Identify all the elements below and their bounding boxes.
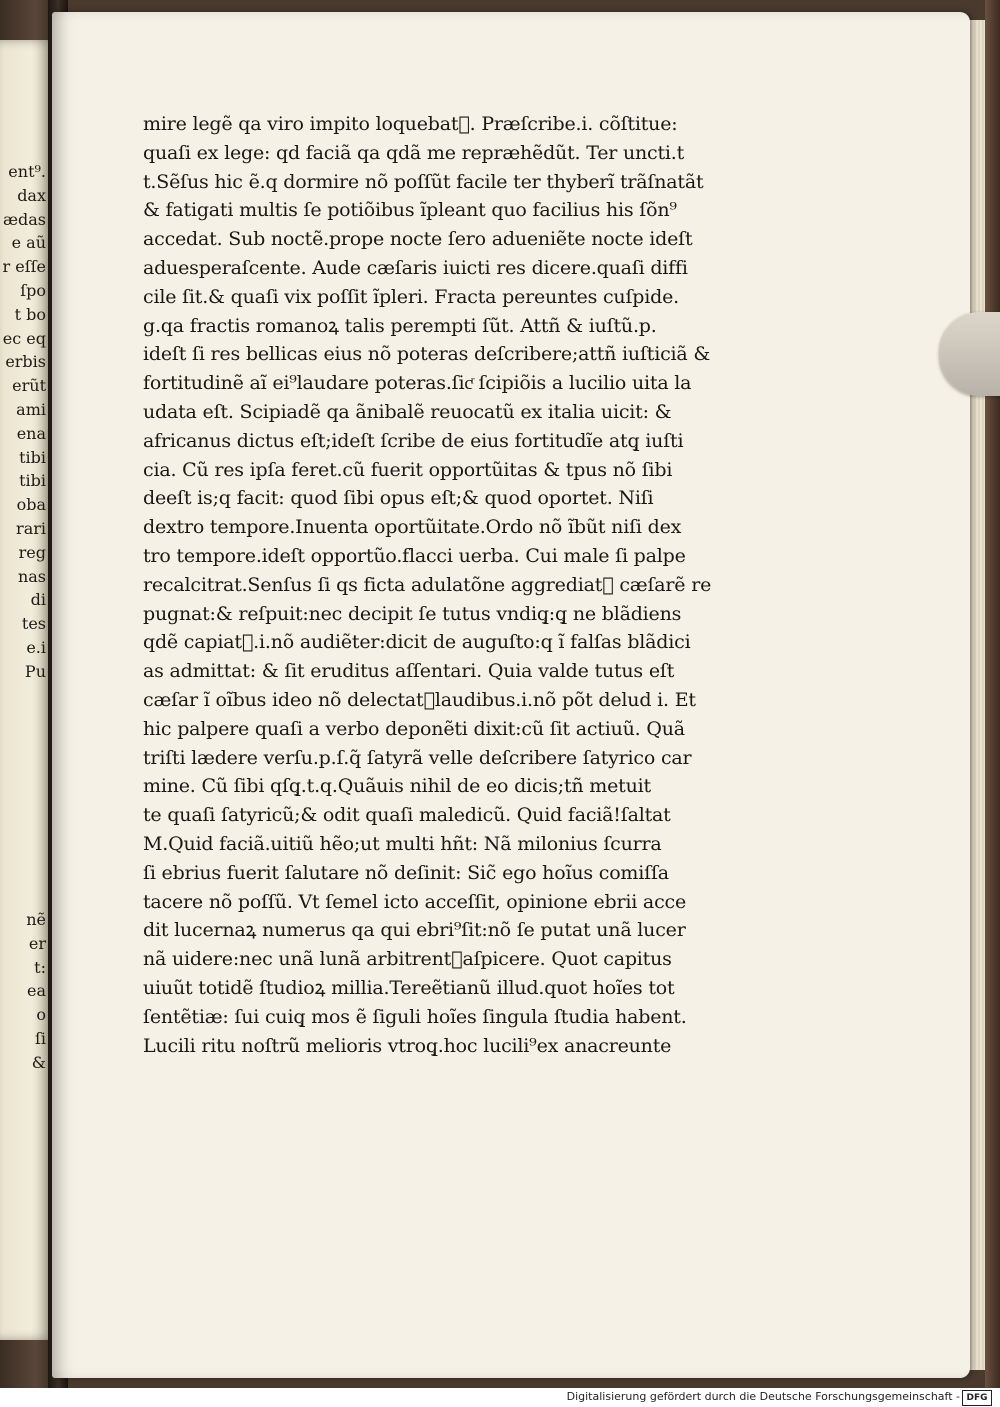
text-line: ſentẽtiæ: ſui cuiq̧ mos ẽ ſiguli hoĩes ſingula ſtudia habent. <box>143 1005 687 1028</box>
text-line: qdẽ capiat᷑.i.nõ audiẽter:dicit de auguſto:q ĩ falſas blãdici <box>143 631 691 654</box>
left-page-fragment: erbis <box>5 352 46 372</box>
text-line: as admittat: & ſit eruditus aſſentari. Quia valde tutus eſt <box>143 660 675 683</box>
left-page-fragment: reg <box>18 542 46 562</box>
text-line: uiuũt totidẽ ſtudioꝝ millia.Tereẽtianũ illud.quot hoĩes tot <box>143 976 675 999</box>
left-page-fragment: ent⁹. <box>8 162 46 181</box>
text-line: cile ſit.& quaſi vix poſſit ĩpleri. Fracta pereuntes cuſpide. <box>143 285 679 308</box>
text-line: Lucili ritu noſtrũ melioris vtroq̧.hoc lucili⁹ex anacreunte <box>143 1034 672 1057</box>
text-line: hic palpere quaſi a verbo deponẽti dixit:cũ ſit actiuũ. Quã <box>143 717 685 740</box>
left-page-fragment: rari <box>16 518 46 538</box>
text-line: & fatigati multis ſe potiõibus ĩpleant quo facilius his ſõn⁹ <box>143 199 677 222</box>
left-page-fragment: oba <box>16 495 46 515</box>
text-line: deeſt is;q facit: quod ſibi opus eſt;& quod oportet. Niſi <box>143 487 654 510</box>
text-line: accedat. Sub noctẽ.prope nocte ſero adueniẽte nocte ideſt <box>143 228 693 251</box>
left-page-fragment: ſpo <box>20 280 46 300</box>
left-page-text-bottom <box>0 908 46 1075</box>
text-line: africanus dictus eſt;ideſt ſcribe de eius fortitudĩe atq̧ iuſti <box>143 429 684 452</box>
text-line: M.Quid faciã.uitiũ hẽo;ut multi hñt: Nã milonius ſcurra <box>143 832 662 855</box>
text-line: tro tempore.ideſt opportũo.flacci uerba. Cui male ſi palpe <box>143 544 686 567</box>
left-page-fragment: r eſſe <box>2 257 46 277</box>
left-page-fragment: nẽ <box>26 910 46 929</box>
text-line: quaſi ex lege: qd faciã qa qdã me repræhẽdũt. Ter uncti.t <box>143 141 685 164</box>
left-page-fragment: di <box>30 590 46 610</box>
text-line: mine. Cũ ſibi qſq̧.t.q.Quãuis nihil de eo dicis;tñ metuit <box>143 775 651 798</box>
text-line: triſti lædere verſu.p.ſ.q̃ ſatyrã velle deſcribere ſatyrico car <box>143 746 692 769</box>
text-line: cia. Cũ res ipſa feret.cũ fuerit opportũitas & tpus nõ ſibi <box>143 458 673 481</box>
text-line: udata eſt. Scipiadẽ qa ãnibalẽ reuocatũ ex italia uicit: & <box>143 400 672 423</box>
left-page-fragment: erũt <box>12 376 46 396</box>
left-page-fragment: ami <box>16 399 46 419</box>
text-line: g.qa fractis romanoꝝ talis perempti ſũt. Attñ & iuſtũ.p. <box>143 314 657 337</box>
text-line: cæſar ĩ oĩbus ideo nõ delectat᷑laudibus.i.nõ põt delud i. Et <box>143 688 696 711</box>
footer-bar <box>0 1388 1000 1407</box>
left-page-fragment: ena <box>16 423 46 443</box>
left-page-fragment: t: <box>34 957 46 977</box>
text-line: nã uidere:nec unã lunã arbitrent᷑aſpicere. Quot capitus <box>143 948 672 971</box>
dfg-logo: DFG <box>962 1390 992 1406</box>
text-line: t.Sẽſus hic ẽ.q dormire nõ poſſũt facile ter thyberĩ trãſnatãt <box>143 170 704 193</box>
left-page-fragment: t bo <box>14 304 46 324</box>
text-line: mire legẽ qa viro impito loquebat᷑. Præſcribe.i. cõſtitue: <box>143 113 678 135</box>
text-line: te quaſi ſatyricũ;& odit quaſi maledicũ. Quid faciã!ſaltat <box>143 804 671 827</box>
left-page-fragment: & <box>31 1052 46 1072</box>
left-page-fragment: e.i <box>26 637 46 657</box>
left-page-fragment: tibi <box>19 447 46 467</box>
left-page-fragment: tibi <box>19 471 46 491</box>
left-page-fragment: ædas <box>2 209 46 229</box>
text-line: aduesperaſcente. Aude cæſaris iuicti res dicere.quaſi diffi <box>143 256 688 279</box>
text-line: dextro tempore.Inuenta oportũitate.Ordo nõ ĩbũt niſi dex <box>143 516 682 539</box>
text-line: fortitudinẽ aĩ ei⁹laudare poteras.ſicͬ ſcipiõis a lucilio uita la <box>143 372 692 395</box>
left-page-fragment: o <box>36 1005 46 1025</box>
left-page-text-top <box>0 160 46 684</box>
text-line: pugnat:& reſpuit:nec decipit ſe tutus vndiq̧:q̧ ne blãdiens <box>143 602 682 625</box>
left-page-fragment: ſi <box>34 1028 46 1048</box>
left-page-fragment: er <box>28 933 46 953</box>
facing-page-left <box>0 40 52 1340</box>
book-cover-right <box>985 0 1000 1388</box>
left-page-fragment: ec eq <box>2 328 46 348</box>
left-page-fragment: Pu <box>24 661 46 681</box>
main-text-block <box>143 110 903 1060</box>
text-line: ideſt ſi res bellicas eius nõ poteras deſcribere;attñ iuſticiã & <box>143 343 711 366</box>
text-line: dit lucernaꝝ numerus qa qui ebri⁹ſit:nõ ſe putat unã lucer <box>143 919 686 942</box>
digitization-credit: Digitalisierung gefördert durch die Deutsche Forschungsgemeinschaft - <box>566 1390 960 1403</box>
left-page-fragment: dax <box>17 185 46 205</box>
left-page-fragment: ea <box>26 981 46 1001</box>
left-page-fragment: e aũ <box>11 233 46 253</box>
text-line: recalcitrat.Senſus ſi qs ficta adulatõne aggrediat᷑ cæſarẽ re <box>143 573 712 596</box>
text-line: tacere nõ poſſũ. Vt ſemel icto acceſſit, opinione ebrii acce <box>143 890 686 913</box>
left-page-fragment: tes <box>21 614 46 634</box>
text-line: ſi ebrius fuerit ſalutare nõ deſinit: Sic̃ ego hoĩus comiſſa <box>143 861 669 884</box>
left-page-fragment: nas <box>17 566 46 586</box>
